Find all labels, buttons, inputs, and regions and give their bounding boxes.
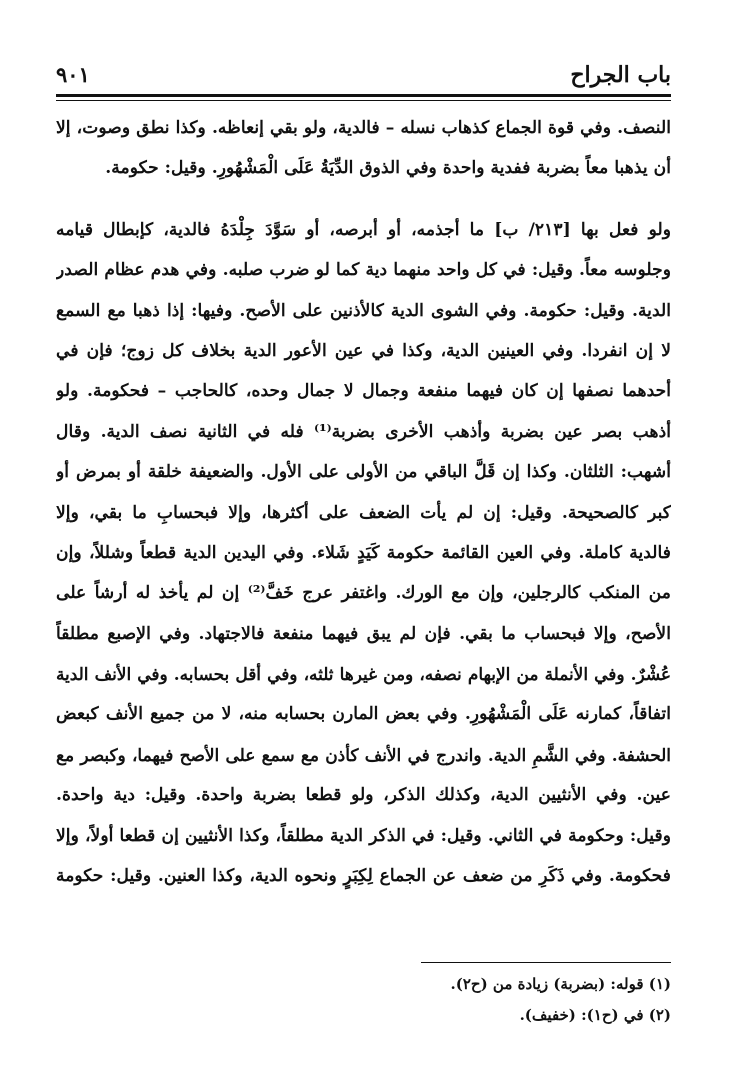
text-line: ولو فعل بها [٢١٣/ ب] ما أجذمه، أو أبرصه، أو سَوَّدَ جِلْدَهُ فالدية، كإبطال قيامه [56, 219, 671, 240]
text-line: كبر كالصحيحة. وقيل: إن لم يأت الضعف على أكثرها، وإلا فبحسابِ ما بقي، وإلا [56, 502, 671, 523]
footnote-separator [421, 962, 671, 963]
running-head: باب الجراح [570, 62, 671, 88]
text-line: أذهب بصر عين بضربة وأذهب الأخرى بضربة⁽¹⁾ فله في الثانية نصف الدية. وقال [56, 421, 671, 442]
page-header [56, 50, 671, 90]
text-line: فحكومة. وفي ذَكَرِ من ضعف عن الجماع لِكِبَرٍ ونحوه الدية، وكذا العنين. وقيل: حكومة [56, 866, 671, 887]
text-line: اتفاقاً، كمارنه عَلَى الْمَشْهُورِ. وفي بعض المارن بحسابه منه، لا من جميع الأنف كبعض [56, 704, 671, 725]
page-number: ٩٠١ [56, 62, 90, 87]
paragraph-2 [56, 210, 671, 897]
header-rule-thin [56, 100, 671, 101]
text-line: الأصح، وإلا فبحساب ما بقي. فإن لم يبق فيهما منفعة فالاجتهاد. وفي الإصبع مطلقاً [56, 623, 671, 644]
paragraph-1 [56, 108, 671, 189]
text-line: الحشفة. وفي الشَّمِ الدية. واندرج في الأنف كأذن مع سمع على الأصح فيهما، وكبصر مع [56, 744, 671, 765]
footnotes [56, 969, 671, 1031]
text-line: أن يذهبا معاً بضربة ففدية واحدة وفي الذوق الدِّيَةُ عَلَى الْمَشْهُورِ. وقيل: حكومة. [105, 158, 671, 179]
text-line: النصف. وفي قوة الجماع كذهاب نسله – فالدية، ولو بقي إنعاظه. وكذا نطق وصوت، إلا [56, 118, 671, 138]
text-line: عُشْرٌ. وفي الأنملة من الإبهام نصفه، ومن غيرها ثلثه، وفي أقل بحسابه. وفي الأنف الدية [56, 664, 671, 685]
text-line: وقيل: وحكومة في الثاني. وقيل: في الذكر الدية مطلقاً، وكذا الأنثيين إن قطعا أولاً، وإلا [56, 825, 671, 846]
footnote-1: (١) قوله: (بضربة) زيادة من (ح٢). [450, 975, 671, 993]
text-line: الدية. وقيل: حكومة. وفي الشوى الدية كالأذنين على الأصح. وفيها: إذا ذهبا مع السمع [56, 300, 671, 321]
text-line: عين. وفي الأنثيين الدية، وكذلك الذكر، ولو قطعا بضربة واحدة. وقيل: دية واحدة. [56, 785, 671, 806]
text-line: أشهب: الثلثان. وكذا إن قَلَّ الباقي من الأولى على الأول. والضعيفة خلقة أو بمرض أو [56, 462, 671, 483]
header-rule-thick [56, 94, 671, 97]
footnote-2: (٢) في (ح١): (خفيف). [519, 1006, 671, 1024]
text-line: من المنكب كالرجلين، وإن مع الورك. واغتفر عرج خَفَّ⁽²⁾ إن لم يأخذ له أرشاً على [56, 583, 671, 604]
paragraph-gap [56, 189, 671, 210]
text-line: فالدية كاملة. وفي العين القائمة حكومة كَيَدٍ شَلاء. وفي اليدين الدية قطعاً وشللاً، وإن [56, 542, 671, 563]
text-line: وجلوسه معاً. وقيل: في كل واحد منهما دية كما لو ضرب صلبه. وفي هدم عظام الصدر [56, 260, 671, 281]
body-text [56, 108, 671, 896]
text-line: لا إن انفردا. وفي العينين الدية، وكذا في عين الأعور الدية بخلاف كل زوج؛ فإن في [56, 340, 671, 361]
text-line: أحدهما نصفها إن كان فيهما منفعة وجمال لا جمال وحده، كالحاجب – فحكومة. ولو [56, 381, 671, 402]
